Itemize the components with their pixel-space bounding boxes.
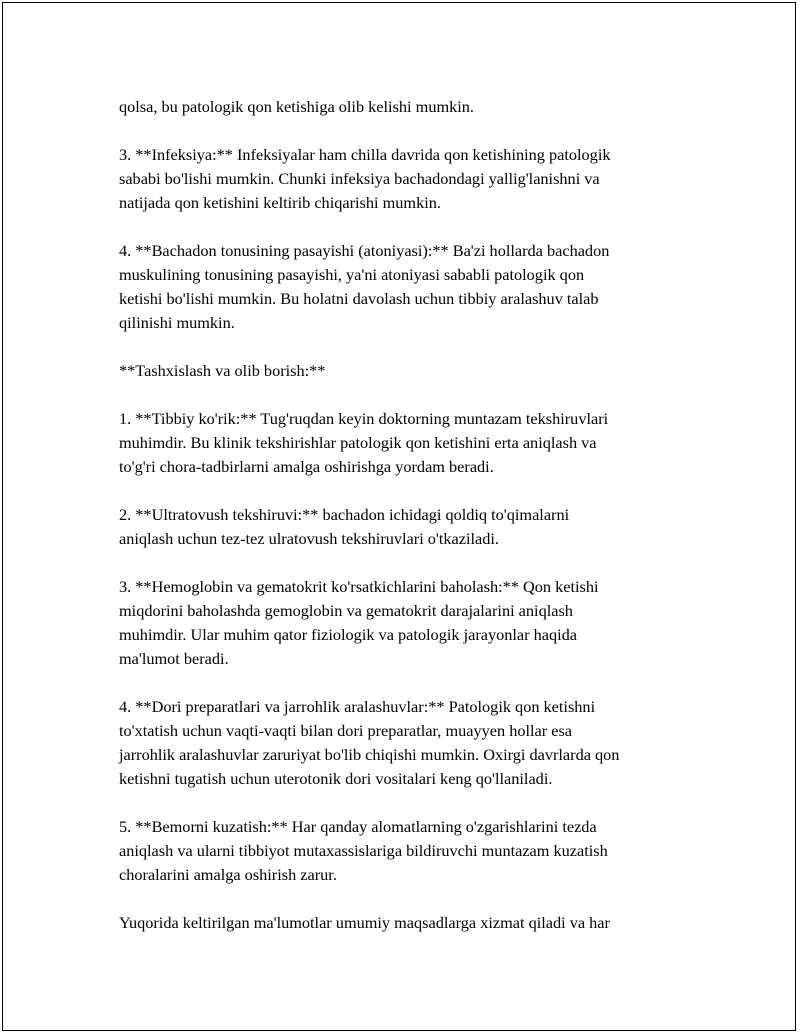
document-page xyxy=(2,2,796,1031)
paragraph-infeksiya: 3. **Infeksiya:** Infeksiyalar ham chilla davrida qon ketishining patologik sababi bo'lishi mumkin. Chunki infeksiya bachadondagi yallig'lanishni va natijada qon ketishini keltirib chiqarishi mumkin. xyxy=(119,145,611,212)
paragraph-continuation: qolsa, bu patologik qon ketishiga olib kelishi mumkin. xyxy=(119,97,474,116)
paragraph-ultratovush: 2. **Ultratovush tekshiruvi:** bachadon ichidagi qoldiq to'qimalarni aniqlash uchun tez-tez ulratovush tekshiruvlari o'tkaziladi. xyxy=(119,505,570,548)
section-heading-tashxislash: **Tashxislash va olib borish:** xyxy=(119,361,326,380)
paragraph-yuqorida: Yuqorida keltirilgan ma'lumotlar umumiy maqsadlarga xizmat qiladi va har xyxy=(119,913,610,932)
paragraph-hemoglobin: 3. **Hemoglobin va gematokrit ko'rsatkichlarini baholash:** Qon ketishi miqdorini baholashda gemoglobin va gematokrit darajalarini aniqlash muhimdir. Ular muhim qator fiziologik va patologik jarayonlar haqida ma'lumot beradi. xyxy=(119,577,599,668)
document-body xyxy=(119,95,699,959)
paragraph-atoniya: 4. **Bachadon tonusining pasayishi (atoniyasi):** Ba'zi hollarda bachadon muskulining tonusining pasayishi, ya'ni atoniyasi sababli patologik qon ketishi bo'lishi mumkin. Bu holatni davolash uchun tibbiy aralashuv talab qilinishi mumkin. xyxy=(119,241,610,332)
paragraph-dori-preparatlari: 4. **Dori preparatlari va jarrohlik aralashuvlar:** Patologik qon ketishni to'xtatish uchun vaqti-vaqti bilan dori preparatlar, muayyen hollar esa jarrohlik aralashuvlar zaruriyat bo'lib chiqishi mumkin. Oxirgi davrlarda qon ketishni tugatish uchun uterotonik dori vositalari keng qo'llaniladi. xyxy=(119,697,620,788)
paragraph-bemorni-kuzatish: 5. **Bemorni kuzatish:** Har qanday alomatlarning o'zgarishlarini tezda aniqlash va ularni tibbiyot mutaxassislariga bildiruvchi muntazam kuzatish choralarini amalga oshirish zarur. xyxy=(119,817,608,884)
paragraph-tibbiy-korik: 1. **Tibbiy ko'rik:** Tug'ruqdan keyin doktorning muntazam tekshiruvlari muhimdir. Bu klinik tekshirishlar patologik qon ketishini erta aniqlash va to'g'ri chora-tadbirlarni amalga oshirishga yordam beradi. xyxy=(119,409,609,476)
